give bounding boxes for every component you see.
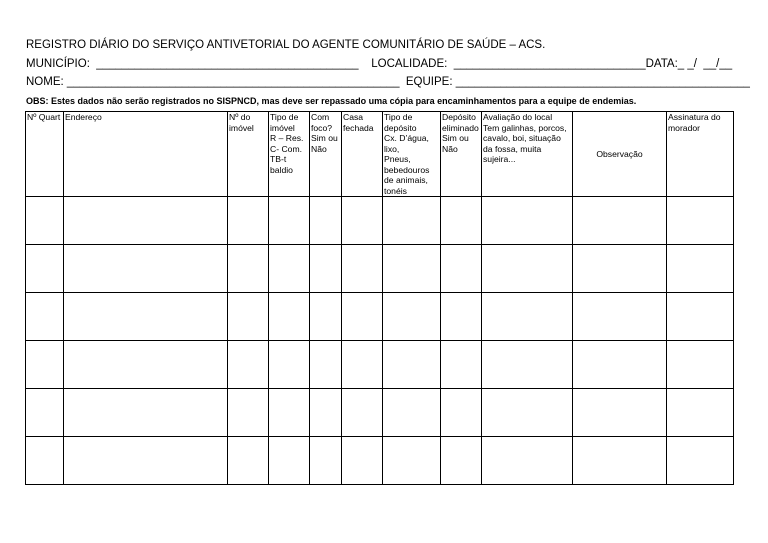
table-cell[interactable]	[310, 389, 342, 437]
table-cell[interactable]	[383, 293, 441, 341]
table-cell[interactable]	[342, 293, 383, 341]
table-cell[interactable]	[441, 245, 482, 293]
table-cell[interactable]	[228, 293, 269, 341]
col-header-endereco: Endereço	[64, 112, 228, 197]
table-cell[interactable]	[342, 437, 383, 485]
table-cell[interactable]	[310, 197, 342, 245]
table-cell[interactable]	[26, 437, 64, 485]
table-cell[interactable]	[342, 197, 383, 245]
table-cell[interactable]	[64, 197, 228, 245]
table-cell[interactable]	[310, 293, 342, 341]
col-header-numero-imovel: Nº do imóvel	[228, 112, 269, 197]
table-row	[26, 197, 734, 245]
table-cell[interactable]	[269, 437, 310, 485]
table-cell[interactable]	[482, 197, 573, 245]
table-row	[26, 437, 734, 485]
table-cell[interactable]	[64, 389, 228, 437]
table-cell[interactable]	[573, 197, 667, 245]
table-cell[interactable]	[342, 341, 383, 389]
table-cell[interactable]	[342, 245, 383, 293]
table-cell[interactable]	[667, 437, 734, 485]
table-cell[interactable]	[573, 341, 667, 389]
table-cell[interactable]	[310, 341, 342, 389]
table-cell[interactable]	[269, 293, 310, 341]
table-cell[interactable]	[26, 389, 64, 437]
table-cell[interactable]	[667, 389, 734, 437]
table-cell[interactable]	[26, 341, 64, 389]
table-cell[interactable]	[441, 293, 482, 341]
table-cell[interactable]	[383, 341, 441, 389]
table-row	[26, 389, 734, 437]
table-cell[interactable]	[64, 293, 228, 341]
table-cell[interactable]	[482, 389, 573, 437]
table-cell[interactable]	[573, 389, 667, 437]
table-cell[interactable]	[383, 437, 441, 485]
table-cell[interactable]	[441, 437, 482, 485]
table-cell[interactable]	[64, 245, 228, 293]
col-header-tipo-imovel: Tipo de imóvel R – Res. C- Com. TB-t baldio	[269, 112, 310, 197]
table-cell[interactable]	[441, 197, 482, 245]
table-cell[interactable]	[26, 245, 64, 293]
table-cell[interactable]	[441, 389, 482, 437]
table-cell[interactable]	[573, 245, 667, 293]
table-cell[interactable]	[667, 197, 734, 245]
table-cell[interactable]	[482, 293, 573, 341]
table-cell[interactable]	[573, 293, 667, 341]
table-cell[interactable]	[383, 245, 441, 293]
table-cell[interactable]	[269, 197, 310, 245]
municipio-localidade-data-fields: MUNICÍPIO: _________________________________________ LOCALIDADE: ______________________________DATA:_ _/ __/__	[26, 58, 733, 70]
table-cell[interactable]	[482, 341, 573, 389]
table-cell[interactable]	[64, 341, 228, 389]
table-cell[interactable]	[228, 389, 269, 437]
table-cell[interactable]	[482, 245, 573, 293]
col-header-tipo-deposito: Tipo de depósito Cx. D’água, lixo, Pneus, bebedouros de animais, tonéis	[383, 112, 441, 197]
table-cell[interactable]	[441, 341, 482, 389]
col-header-assinatura: Assinatura do morador	[667, 112, 734, 197]
table-cell[interactable]	[228, 197, 269, 245]
table-cell[interactable]	[482, 437, 573, 485]
col-header-casa-fechada: Casa fechada	[342, 112, 383, 197]
col-header-com-foco: Com foco? Sim ou Não	[310, 112, 342, 197]
table-cell[interactable]	[26, 293, 64, 341]
table-row	[26, 341, 734, 389]
table-row	[26, 245, 734, 293]
obs-note: OBS: Estes dados não serão registrados no SISPNCD, mas deve ser repassado uma cópia para encaminhamentos para a equipe de endemias.	[26, 96, 637, 106]
col-header-quarteirao: Nº Quart	[26, 112, 64, 197]
table-cell[interactable]	[667, 293, 734, 341]
table-cell[interactable]	[310, 245, 342, 293]
table-cell[interactable]	[26, 197, 64, 245]
table-cell[interactable]	[667, 341, 734, 389]
table-cell[interactable]	[228, 245, 269, 293]
table-header-row	[26, 112, 734, 197]
table-cell[interactable]	[342, 389, 383, 437]
table-cell[interactable]	[269, 341, 310, 389]
table-cell[interactable]	[269, 389, 310, 437]
table-cell[interactable]	[269, 245, 310, 293]
nome-equipe-fields: NOME: ____________________________________________________ EQUIPE: ______________________________________________	[26, 76, 750, 88]
registro-table	[25, 111, 734, 485]
table-cell[interactable]	[310, 437, 342, 485]
table-cell[interactable]	[64, 437, 228, 485]
form-title: REGISTRO DIÁRIO DO SERVIÇO ANTIVETORIAL DO AGENTE COMUNITÁRIO DE SAÚDE – ACS.	[26, 39, 546, 51]
table-cell[interactable]	[228, 437, 269, 485]
table-cell[interactable]	[383, 389, 441, 437]
table-cell[interactable]	[667, 245, 734, 293]
table-cell[interactable]	[383, 197, 441, 245]
table-cell[interactable]	[573, 437, 667, 485]
col-header-observacao: Observação	[573, 112, 667, 197]
col-header-avaliacao-local: Avaliação do local Tem galinhas, porcos, cavalo, boi, situação da fossa, muita sujeira...	[482, 112, 573, 197]
col-header-deposito-eliminado: Depósito eliminado Sim ou Não	[441, 112, 482, 197]
table-row	[26, 293, 734, 341]
table-cell[interactable]	[228, 341, 269, 389]
